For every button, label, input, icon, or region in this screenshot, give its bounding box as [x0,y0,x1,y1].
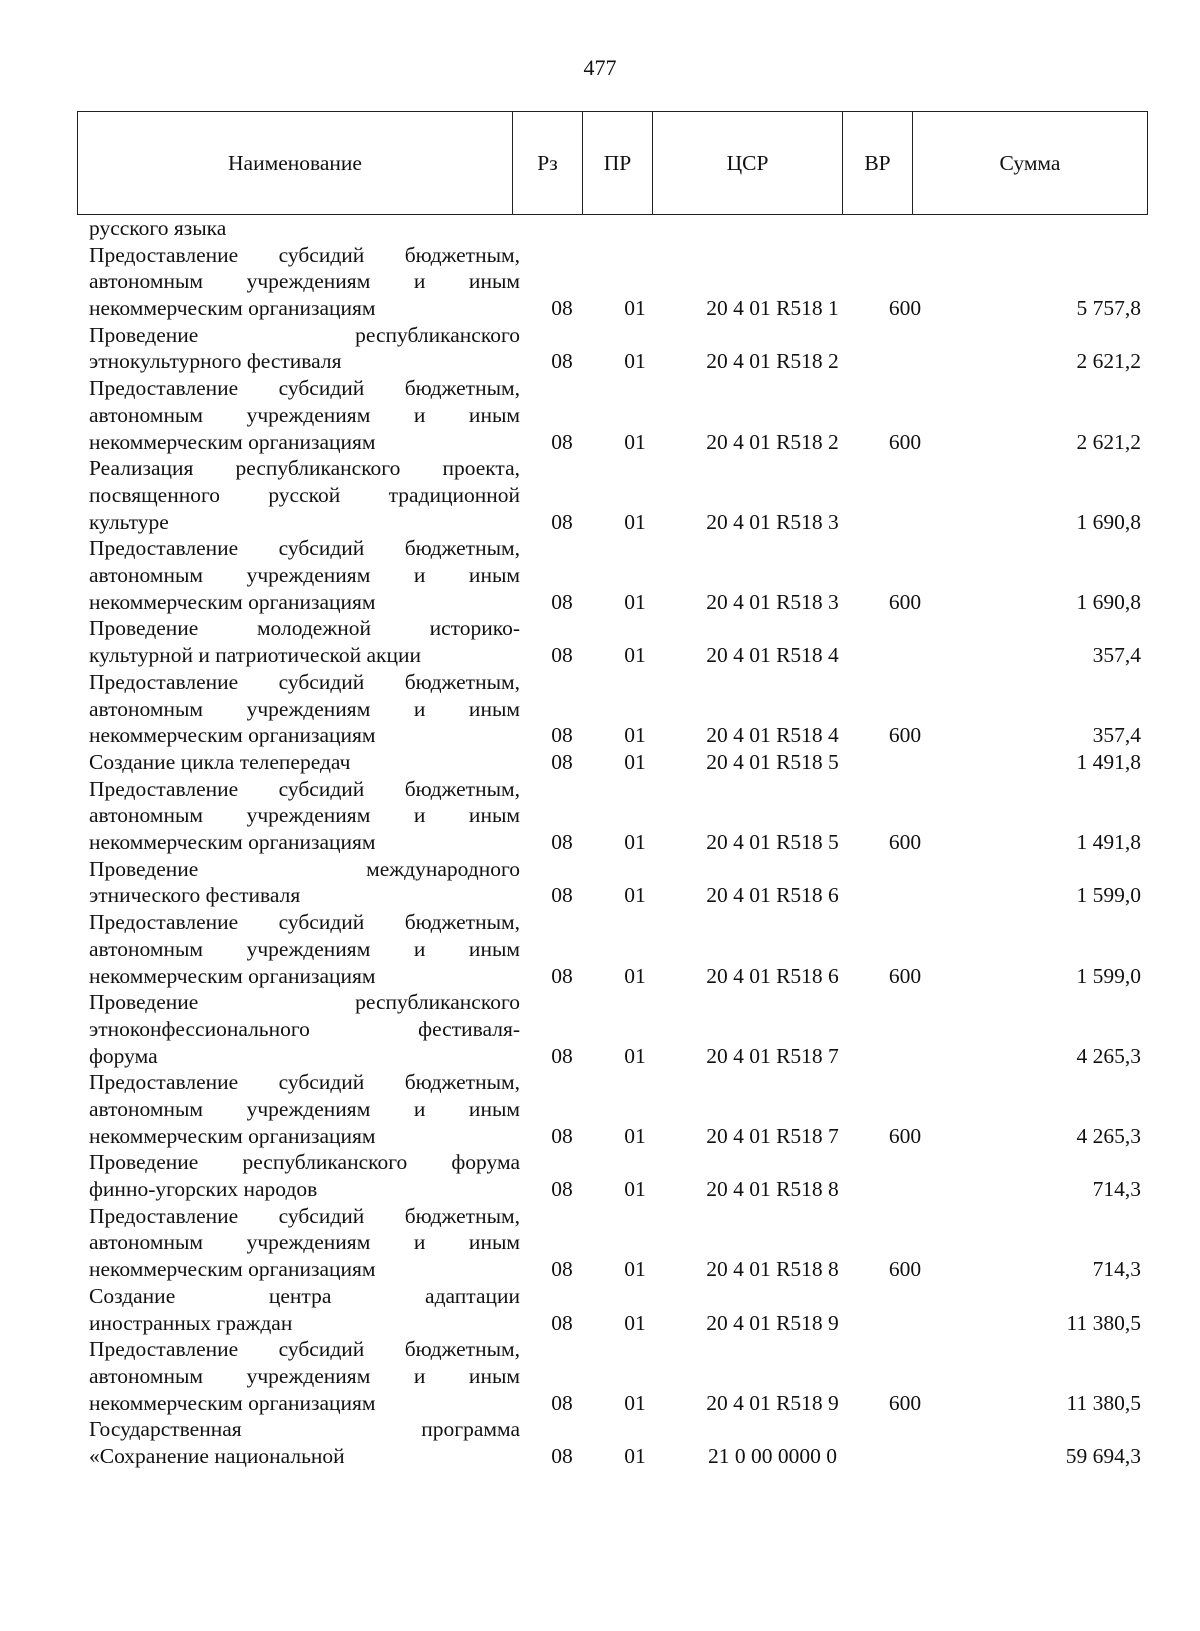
row-sum: 714,3 [1092,1177,1141,1202]
row-name [89,535,520,615]
row-rz: 08 [551,509,573,534]
row-csr: 20 4 01 R518 5 [706,749,839,774]
header-pr: ПР [583,112,653,214]
table-row [0,615,1200,668]
table-row [0,1203,1200,1283]
row-name [89,856,520,909]
row-sum: 11 380,5 [1066,1310,1141,1335]
row-name-line: «Сохранение национальной [89,1444,345,1469]
row-name-line: Проведение молодежной историко- [89,616,520,641]
row-name-line: автономным учреждениям и иным [89,803,520,828]
header-rz: Рз [513,112,583,214]
table-row [0,455,1200,535]
row-name-line: автономным учреждениям и иным [89,936,520,961]
row-name-line: Предоставление субсидий бюджетным, [89,1070,520,1095]
table-row [0,1416,1200,1469]
table-row [0,535,1200,615]
row-sum: 357,4 [1092,643,1141,668]
header-csr: ЦСР [653,112,843,214]
row-csr: 20 4 01 R518 3 [706,589,839,614]
row-name-line: финно-угорских народов [89,1177,318,1202]
row-sum: 714,3 [1092,1257,1141,1282]
row-name-line: автономным учреждениям и иным [89,563,520,588]
row-csr: 20 4 01 R518 3 [706,509,839,534]
row-csr: 20 4 01 R518 4 [706,723,839,748]
table-row [0,215,1200,242]
row-csr: 20 4 01 R518 8 [706,1257,839,1282]
row-name-line: русского языка [89,216,227,240]
row-csr: 20 4 01 R518 5 [706,830,839,855]
row-name [89,1203,520,1283]
row-name-line: Создание цикла телепередач [89,749,351,774]
row-name-line: Проведение республиканского [89,990,520,1015]
row-pr: 01 [624,723,646,748]
row-sum: 1 690,8 [1076,509,1141,534]
row-sum: 2 621,2 [1076,429,1141,454]
row-vr: 600 [888,429,922,454]
row-csr: 20 4 01 R518 2 [706,429,839,454]
row-name-line: Предоставление субсидий бюджетным, [89,1337,520,1362]
row-csr: 20 4 01 R518 6 [706,883,839,908]
row-name [89,215,520,242]
row-rz: 08 [551,749,573,774]
row-sum: 357,4 [1092,723,1141,748]
row-name-line: автономным учреждениям и иным [89,269,520,294]
row-name-line: некоммерческим организациям [89,963,376,988]
row-name [89,1336,520,1416]
row-rz: 08 [551,1390,573,1415]
row-csr: 20 4 01 R518 9 [706,1310,839,1335]
row-csr: 21 0 00 0000 0 [708,1444,837,1469]
row-pr: 01 [624,749,646,774]
row-rz: 08 [551,1257,573,1282]
row-rz: 08 [551,963,573,988]
row-sum: 59 694,3 [1065,1444,1141,1469]
page-number: 477 [583,55,617,80]
row-name-line: этнического фестиваля [89,883,301,908]
row-name [89,1283,520,1336]
row-pr: 01 [624,509,646,534]
row-rz: 08 [551,1310,573,1335]
row-sum: 4 265,3 [1076,1043,1141,1068]
row-pr: 01 [624,963,646,988]
table-row [0,242,1200,322]
row-name-line: Реализация республиканского проекта, [89,456,520,481]
table-row [0,909,1200,989]
row-name-line: некоммерческим организациям [89,589,376,614]
row-name-line: Проведение республиканского [89,322,520,347]
row-name-line: некоммерческим организациям [89,830,376,855]
row-pr: 01 [624,1310,646,1335]
row-name-line: автономным учреждениям и иным [89,696,520,721]
row-name-line: некоммерческим организациям [89,1257,376,1282]
row-name [89,669,520,749]
row-name-line: автономным учреждениям и иным [89,1097,520,1121]
table-row [0,749,1200,776]
row-pr: 01 [624,1177,646,1202]
row-rz: 08 [551,723,573,748]
row-vr: 600 [888,723,922,748]
header-vr: ВР [843,112,913,214]
row-name [89,375,520,455]
row-rz: 08 [551,830,573,855]
row-name-line: некоммерческим организациям [89,429,376,454]
row-csr: 20 4 01 R518 9 [706,1390,839,1415]
row-pr: 01 [624,1257,646,1282]
row-name-line: этнокультурного фестиваля [89,349,342,374]
row-name-line: посвященного русской традиционной [89,482,520,507]
table-body [0,215,1200,1470]
row-vr: 600 [888,589,922,614]
row-name-line: Государственная программа [89,1417,520,1442]
row-rz: 08 [551,883,573,908]
row-name-line: форума [89,1043,158,1068]
row-csr: 20 4 01 R518 4 [706,643,839,668]
row-rz: 08 [551,296,573,321]
row-name-line: Предоставление субсидий бюджетным, [89,536,520,561]
row-csr: 20 4 01 R518 2 [706,349,839,374]
row-name-line: автономным учреждениям и иным [89,1230,520,1255]
row-vr: 600 [888,963,922,988]
row-name-line: автономным учреждениям и иным [89,402,520,427]
header-name: Наименование [78,112,513,214]
row-name-line: Предоставление субсидий бюджетным, [89,1203,520,1228]
row-rz: 08 [551,1123,573,1148]
row-pr: 01 [624,589,646,614]
row-pr: 01 [624,1444,646,1469]
row-name-line: Создание центра адаптации [89,1283,520,1308]
row-sum: 1 690,8 [1076,589,1141,614]
row-name [89,989,520,1069]
row-csr: 20 4 01 R518 7 [706,1043,839,1068]
table-row [0,375,1200,455]
table-row [0,1149,1200,1202]
row-vr: 600 [888,1123,922,1148]
row-name [89,1069,520,1149]
row-name-line: некоммерческим организациям [89,1390,376,1415]
table-row [0,322,1200,375]
row-pr: 01 [624,883,646,908]
row-rz: 08 [551,429,573,454]
row-name-line: иностранных граждан [89,1310,293,1335]
row-name-line: Предоставление субсидий бюджетным, [89,910,520,935]
table-row [0,1069,1200,1149]
row-pr: 01 [624,349,646,374]
row-name-line: Предоставление субсидий бюджетным, [89,376,520,401]
row-rz: 08 [551,1043,573,1068]
row-rz: 08 [551,349,573,374]
table-row [0,989,1200,1069]
row-sum: 1 491,8 [1076,749,1141,774]
row-rz: 08 [551,643,573,668]
row-rz: 08 [551,589,573,614]
row-pr: 01 [624,1390,646,1415]
table-row [0,776,1200,856]
row-name [89,242,520,322]
row-sum: 5 757,8 [1076,296,1141,321]
row-name-line: этноконфессионального фестиваля- [89,1016,520,1041]
row-csr: 20 4 01 R518 6 [706,963,839,988]
row-name [89,322,520,375]
row-name [89,615,520,668]
row-csr: 20 4 01 R518 1 [706,296,839,321]
row-sum: 11 380,5 [1066,1390,1141,1415]
row-csr: 20 4 01 R518 8 [706,1177,839,1202]
header-sum: Сумма [999,150,1061,175]
row-sum: 1 491,8 [1076,830,1141,855]
row-name-line: некоммерческим организациям [89,296,376,321]
row-name-line: культуре [89,509,169,534]
row-name [89,909,520,989]
row-pr: 01 [624,643,646,668]
table-row [0,669,1200,749]
row-name [89,749,520,776]
row-pr: 01 [624,1123,646,1148]
row-sum: 4 265,3 [1076,1123,1141,1148]
row-rz: 08 [551,1444,573,1469]
row-name [89,776,520,856]
row-sum: 1 599,0 [1076,963,1141,988]
row-name [89,1416,520,1469]
row-pr: 01 [624,1043,646,1068]
table-row [0,856,1200,909]
row-vr: 600 [888,1390,922,1415]
row-sum: 1 599,0 [1076,883,1141,908]
row-sum: 2 621,2 [1076,349,1141,374]
row-vr: 600 [888,296,922,321]
row-name-line: некоммерческим организациям [89,1123,376,1148]
row-name-line: Проведение республиканского форума [89,1150,520,1175]
row-csr: 20 4 01 R518 7 [706,1123,839,1148]
row-vr: 600 [888,1257,922,1282]
table-row [0,1336,1200,1416]
row-name [89,455,520,535]
row-name-line: Предоставление субсидий бюджетным, [89,669,520,694]
table-header [77,111,1148,215]
table-row [0,1283,1200,1336]
row-name-line: Проведение международного [89,856,520,881]
row-name [89,1149,520,1202]
row-name-line: автономным учреждениям и иным [89,1363,520,1388]
row-pr: 01 [624,830,646,855]
row-pr: 01 [624,429,646,454]
row-pr: 01 [624,296,646,321]
row-rz: 08 [551,1177,573,1202]
row-vr: 600 [888,830,922,855]
row-name-line: Предоставление субсидий бюджетным, [89,776,520,801]
row-name-line: некоммерческим организациям [89,723,376,748]
row-name-line: культурной и патриотической акции [89,643,421,668]
row-name-line: Предоставление субсидий бюджетным, [89,242,520,267]
